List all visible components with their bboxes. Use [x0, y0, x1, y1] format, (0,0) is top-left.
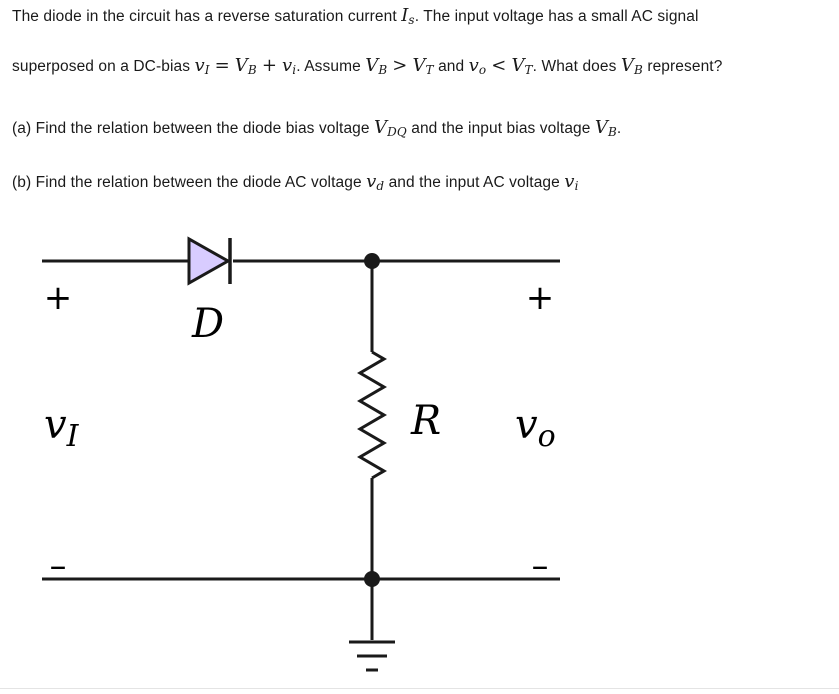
input-minus: –	[49, 546, 67, 586]
diode-triangle	[189, 239, 228, 283]
math-sub: i	[292, 63, 297, 77]
resistor-zigzag	[360, 352, 384, 478]
math-main: V	[234, 55, 248, 76]
math-operator: =	[214, 55, 230, 76]
math-sub: d	[376, 179, 385, 193]
bottom-divider	[0, 688, 839, 689]
output-minus: –	[531, 546, 549, 586]
wires	[42, 261, 560, 670]
math-sub: B	[608, 125, 617, 139]
math-main: V	[594, 117, 608, 138]
math-sub: o	[537, 419, 556, 454]
text: The diode in the circuit has a reverse saturation current	[12, 8, 402, 25]
output-plus: +	[525, 278, 555, 318]
input-plus: +	[43, 278, 73, 318]
text: and	[433, 58, 469, 75]
math-main: v	[564, 171, 575, 192]
math-sub: s	[408, 13, 415, 27]
math-main: v	[366, 171, 377, 192]
text: superposed on a DC-bias	[12, 58, 195, 75]
math-main: v	[468, 55, 479, 76]
math-sub: T	[524, 63, 533, 77]
text: (b) Find the relation between the diode AC voltage	[12, 174, 367, 191]
math-sub: I	[66, 419, 79, 454]
text: and the input AC voltage	[384, 174, 565, 191]
text: . What does	[532, 58, 621, 75]
math-main: V	[365, 55, 379, 76]
math-main: V	[412, 55, 426, 76]
text: represent?	[642, 58, 723, 75]
node-dot-bottom	[364, 571, 380, 587]
math-main: v	[282, 55, 293, 76]
diode-label: D	[191, 301, 225, 347]
diode	[189, 238, 230, 284]
text: (a) Find the relation between the diode bias voltage	[12, 120, 375, 137]
text: and the input bias voltage	[406, 120, 595, 137]
math-sub: DQ	[387, 125, 407, 139]
text: . The input voltage has a small AC signal	[414, 8, 699, 25]
math-sub: B	[633, 63, 643, 77]
math-operator: +	[261, 55, 278, 76]
output-voltage-label	[515, 402, 556, 454]
math-sub: i	[574, 179, 579, 193]
math-sub: T	[425, 63, 434, 77]
text: .	[616, 120, 622, 137]
math-operator: <	[491, 55, 507, 76]
math-main: v	[194, 55, 205, 76]
resistor-label: R	[410, 398, 442, 444]
math-sub: I	[204, 63, 210, 77]
math-main: v	[44, 402, 67, 448]
math-sub: B	[378, 63, 388, 77]
math-main: V	[511, 55, 525, 76]
math-main: V	[374, 117, 388, 138]
text: . Assume	[296, 58, 366, 75]
math-operator: >	[392, 55, 408, 76]
math-main: I	[401, 5, 409, 26]
math-main: V	[620, 55, 634, 76]
node-dot-top	[364, 253, 380, 269]
input-voltage-label	[44, 402, 80, 454]
math-sub: o	[478, 63, 487, 77]
math-main: v	[515, 402, 538, 448]
math-sub: B	[247, 63, 257, 77]
